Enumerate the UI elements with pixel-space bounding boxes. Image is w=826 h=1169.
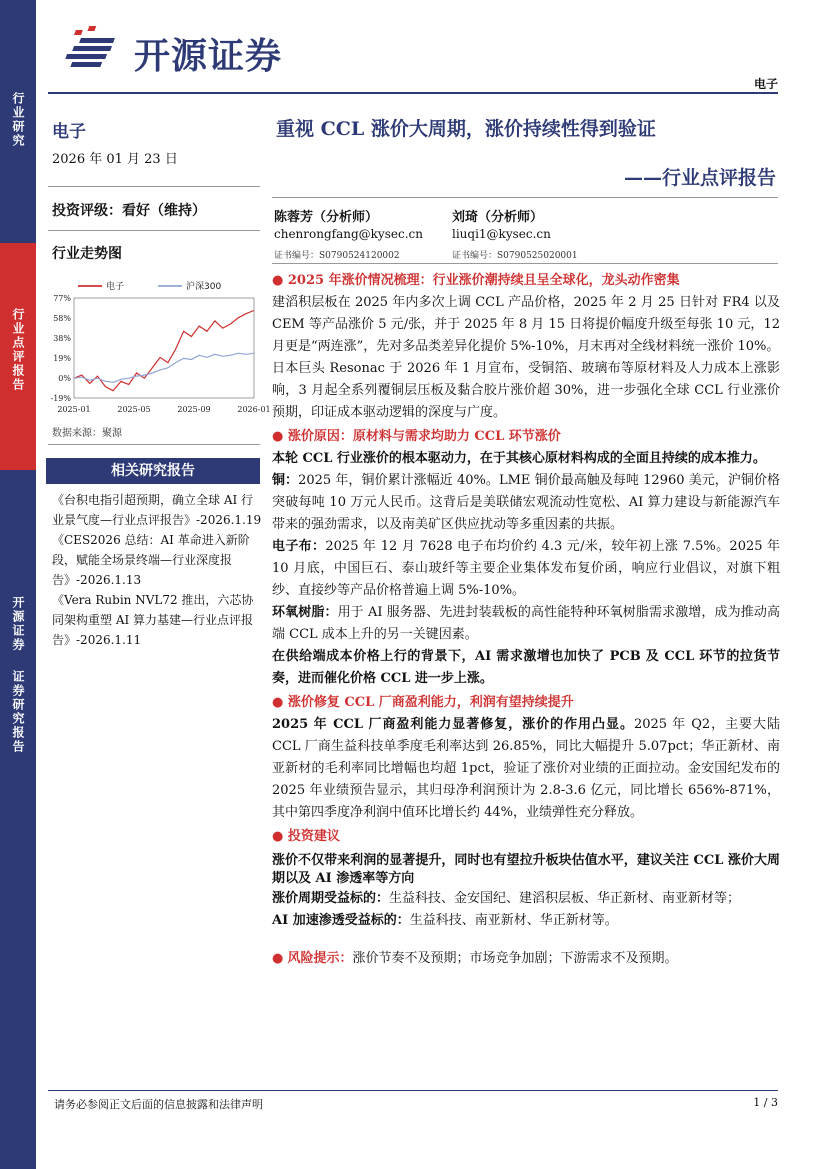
bullet-icon: ● (272, 429, 284, 444)
related-report-link[interactable]: 《CES2026 总结：AI 革命进入新阶段，赋能全场景终端—行业深度报告》-2026.1.13 (52, 533, 250, 587)
footer-disclaimer[interactable]: 请务必参阅正文后面的信息披露和法律声明 (54, 1098, 263, 1111)
section-heading: ● 2025 年涨价情况梳理：行业涨价潮持续且呈全球化，龙头动作密集 (272, 273, 680, 288)
x-tick-label: 2025-01 (57, 405, 91, 414)
y-tick-label: 38% (53, 334, 71, 343)
y-tick-label: 0% (58, 374, 71, 383)
bullet-icon: ● (272, 951, 284, 966)
report-category: 电子 (52, 122, 86, 142)
brand-logo-icon (72, 24, 130, 74)
left-divider (48, 444, 260, 445)
report-subtitle: ——行业点评报告 (623, 167, 776, 189)
paragraph: 涨价周期受益标的：生益科技、金安国纪、建滔积层板、华正新材、南亚新材等； (272, 891, 741, 906)
paragraph: 电子布：2025 年 12 月 7628 电子布均价约 4.3 元/米，较年初上涨 7.5%。2025 年 10 月底，中国巨石、泰山玻纤等主要企业集体发布复价函，响应行业倡议，对旗下粗纱、直接纱等产品价格普遍上调 5%-10%。 (272, 539, 780, 598)
legend-label: 电子 (106, 282, 125, 292)
paragraph: 在供给端成本价格上行的背景下，AI 需求激增也加快了 PCB 及 CCL 环节的拉货节奏，进而催化价格 CCL 进一步上涨。 (272, 649, 780, 686)
series-line (74, 353, 254, 382)
paragraph: 2025 年 CCL 厂商盈利能力显著修复，涨价的作用凸显。2025 年 Q2，主要大陆 CCL 厂商生益科技单季度毛利率达到 26.85%，同比大幅提升 5.07pct；华正新材、南亚新材的毛利率同比增幅也均超 1pct，验证了涨价对业绩的正面拉动。金安国纪发布的 2025 年业绩预告显示，其归母净利润预计为 2.8-3.6 亿元，同比增长 656%-871%，其中第四季度净利润中值环比增长约 44%，业绩弹性充分释放。 (272, 717, 781, 820)
analyst-cert: 证书编号：S0790525020001 (452, 251, 578, 261)
analyst-divider (272, 263, 778, 264)
x-tick-label: 2025-09 (177, 405, 211, 414)
x-tick-label: 2025-05 (117, 405, 151, 414)
report-title: 重视 CCL 涨价大周期，涨价持续性得到验证 (276, 118, 656, 140)
side-label-bottom-2: 证券研究报告 (11, 670, 25, 754)
title-divider (272, 197, 778, 198)
related-reports-list (52, 490, 262, 650)
left-divider (48, 230, 260, 231)
related-reports-header: 相关研究报告 (46, 458, 260, 484)
y-tick-label: 77% (53, 294, 71, 303)
side-label-mid: 行业点评报告 (11, 308, 25, 392)
y-tick-label: 19% (53, 354, 71, 363)
chart-frame (74, 298, 254, 398)
investment-rating: 投资评级：看好（维持） (52, 203, 206, 219)
section-heading: ● 涨价原因：原材料与需求均助力 CCL 环节涨价 (272, 429, 561, 444)
related-report-link[interactable]: 《Vera Rubin NVL72 推出，六芯协同架构重塑 AI 算力基建—行业点评报告》-2026.1.11 (52, 593, 254, 647)
risk-notice: ● 风险提示：涨价节奏不及预期；市场竞争加剧；下游需求不及预期。 (272, 951, 678, 966)
y-tick-label: -19% (50, 394, 71, 403)
trend-chart-title: 行业走势图 (52, 246, 122, 262)
side-bar (0, 0, 36, 1169)
left-divider (48, 186, 260, 187)
analyst-cert: 证书编号：S0790524120002 (274, 251, 400, 261)
legend-label: 沪深300 (186, 282, 222, 292)
analyst-name: 刘琦（分析师） (452, 210, 544, 225)
header-divider (48, 92, 778, 94)
report-date: 2026 年 01 月 23 日 (52, 152, 178, 167)
bullet-icon: ● (272, 829, 284, 844)
bullet-icon: ● (272, 273, 284, 288)
series-line (74, 311, 254, 391)
paragraph: 涨价不仅带来利润的显著提升，同时也有望拉升板块估值水平，建议关注 CCL 涨价大周期以及 AI 渗透率等方向 (272, 853, 780, 886)
chart-source: 数据来源：聚源 (52, 428, 122, 439)
section-heading: ● 涨价修复 CCL 厂商盈利能力，利润有望持续提升 (272, 695, 574, 710)
paragraph: AI 加速渗透受益标的：生益科技、南亚新材、华正新材等。 (272, 913, 618, 928)
trend-chart (48, 276, 271, 420)
side-label-top: 行业研究 (11, 92, 25, 148)
paragraph: 本轮 CCL 行业涨价的根本驱动力，在于其核心原材料构成的全面且持续的成本推力。 (272, 451, 766, 466)
bullet-icon: ● (272, 695, 284, 710)
page-number: 1 / 3 (753, 1096, 778, 1109)
y-tick-label: 58% (53, 314, 71, 323)
side-label-bottom-1: 开源证券 (11, 596, 25, 652)
analyst-email[interactable]: liuqi1@kysec.cn (452, 227, 551, 241)
brand-name: 开源证券 (134, 36, 283, 77)
header-category: 电子 (753, 77, 778, 91)
paragraph: 日本巨头 Resonac 于 2026 年 1 月宣布，受铜箔、玻璃布等原材料及人力成本上涨影响，3 月起全系列覆铜层压板及黏合胶片涨价超 30%，进一步强化全球 CCL 行业涨价预期，印证成本驱动逻辑的深度与广度。 (272, 361, 780, 420)
report-body (272, 268, 780, 970)
section-heading: ● 投资建议 (272, 829, 340, 844)
x-tick-label: 2026-01 (237, 405, 271, 414)
footer-divider (48, 1090, 778, 1091)
analyst-email[interactable]: chenrongfang@kysec.cn (274, 227, 423, 241)
paragraph: 环氧树脂：用于 AI 服务器、先进封装载板的高性能特种环氧树脂需求激增，成为推动高端 CCL 成本上升的另一关键因素。 (272, 605, 780, 642)
paragraph: 铜：2025 年，铜价累计涨幅近 40%。LME 铜价最高触及每吨 12960 美元，沪铜价格突破每吨 10 万元人民币。这背后是美联储宏观流动性宽松、AI 算力建设与新能源汽车带来的强劲需求，以及南美矿区供应扰动等多重因素的共振。 (272, 473, 780, 532)
related-report-link[interactable]: 《台积电指引超预期，确立全球 AI 行业景气度—行业点评报告》-2026.1.19 (52, 493, 262, 527)
analyst-name: 陈蓉芳（分析师） (274, 210, 379, 225)
paragraph: 建滔积层板在 2025 年内多次上调 CCL 产品价格，2025 年 2 月 25 日针对 FR4 以及 CEM 等产品涨价 5 元/张，并于 2025 年 8 月 15 日将提价幅度升级至每张 10 元，12 月更是“两连涨”，先对多品类差异化提价 5%-10%，月末再对全线材料统一涨价 10%。 (272, 295, 780, 354)
